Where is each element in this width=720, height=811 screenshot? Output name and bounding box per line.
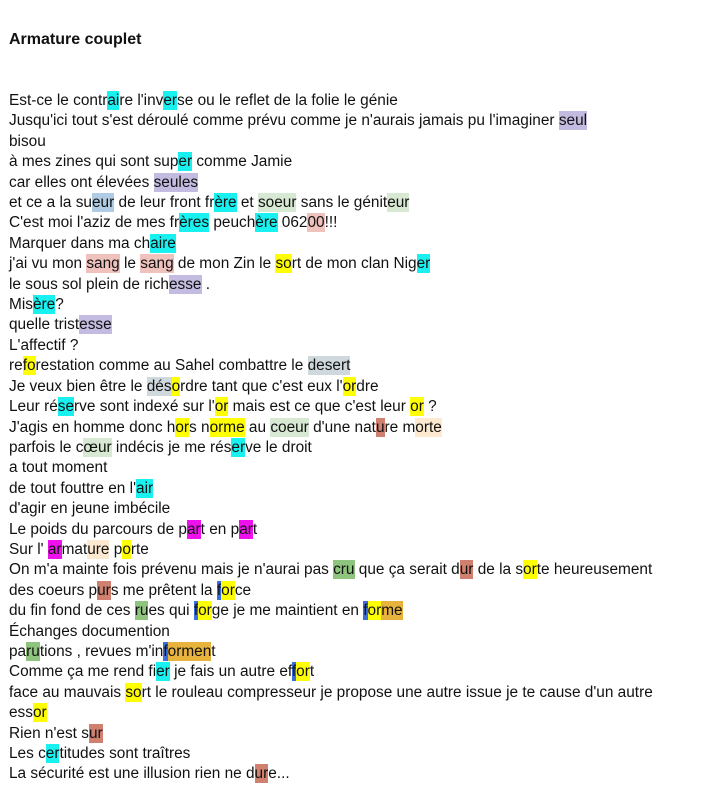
text-segment: car elles ont élevées [9,173,154,191]
text-segment: tions , revues m'in [39,642,164,660]
highlighted-segment: or [342,377,357,395]
poem-line [9,622,714,642]
text-segment: de leur front fr [114,194,215,212]
highlighted-segment: or [523,561,537,579]
text-segment: titudes sont traîtres [59,745,191,762]
highlighted-segment: f [193,602,199,620]
poem-line [9,213,714,233]
highlighted-segment: f [216,581,222,599]
poem-line [9,479,714,499]
text-segment: rt le rouleau compresseur je propose une autre issue je te cause d'un autre [141,683,653,701]
text-segment: à mes zines qui sont sup [9,153,179,171]
text-segment: face au mauvais [9,683,126,701]
text-segment: du fin fond de ces [9,602,135,620]
highlighted-segment: f [163,642,168,660]
text-segment: es qui [148,602,194,620]
text-segment: ve le droit [245,438,312,456]
poem-line [9,315,714,335]
poem-line [9,601,714,621]
highlighted-segment: œur [83,438,112,456]
text-segment: t [252,520,258,538]
highlighted-segment: ru [26,642,40,660]
highlighted-segment: cru [333,561,355,579]
text-segment: ? [423,398,437,416]
text-segment: d'agir en jeune imbécile [9,500,171,518]
highlighted-segment: f [291,663,297,681]
poem-line [9,111,714,131]
text-segment: parfois le c [9,438,84,456]
text-segment: de tout fouttre en l' [9,479,137,497]
highlighted-segment: f [363,602,368,620]
text-segment: re m [384,418,416,436]
poem-line [9,295,714,315]
poem-line [9,254,714,274]
text-segment: p [109,540,123,558]
highlighted-segment: er [231,438,246,456]
poem-line [9,560,714,580]
text-segment: ess [9,704,33,722]
text-segment: re [9,357,23,375]
text-segment: La sécurité est une illusion rien ne d [9,765,255,783]
highlighted-segment: sang [86,255,120,273]
text-segment: restation comme au Sahel combattre le [35,357,308,375]
highlighted-segment: ur [88,724,103,742]
poem-line [9,91,714,111]
text-segment: Je veux bien être le [9,377,147,395]
text-segment: ge je me maintient en [211,602,364,620]
highlighted-segment: esse [168,275,202,293]
highlighted-segment: ur [97,581,111,599]
highlighted-segment: so [275,255,292,273]
text-segment: des coeurs p [9,581,98,599]
poem-line [9,683,714,703]
text-segment: leur [380,398,406,416]
poem-line [9,581,714,601]
highlighted-segment: or [296,663,310,681]
text-segment: re l'inv [119,92,164,109]
text-segment: mat [61,540,88,558]
highlighted-segment: so [125,683,142,701]
text-segment: comme Jamie [192,153,293,171]
text-segment: et [236,194,258,212]
highlighted-segment: er [163,92,178,109]
text-segment: je fais un autre ef [169,663,292,681]
text-segment: bisou [9,132,46,150]
poem-line [9,152,714,172]
highlighted-segment: ure [87,540,110,558]
highlighted-segment: ormen [167,642,212,660]
text-segment: te heureusement [536,561,653,579]
highlighted-segment: ère [214,194,237,212]
text-segment: C'est moi l'aziz de mes fr [9,214,180,232]
poem-line [9,275,714,295]
text-segment: Mis [9,296,33,314]
text-segment: de mon Zin le [173,255,276,273]
text-segment: Comme ça me rend fi [9,663,157,681]
poem-line [9,132,714,152]
text-segment: indécis je me rés [111,438,232,456]
text-segment: j'ai vu mon [9,255,87,273]
poem-line [9,458,714,478]
highlighted-segment: or [410,398,424,416]
text-segment: Est-ce le contr [9,92,108,109]
text-segment: Leur [9,398,40,416]
highlighted-segment: se [57,398,75,416]
highlighted-segment: er [416,255,431,273]
highlighted-segment: 00 [307,214,325,232]
highlighted-segment: orme [209,418,245,436]
highlighted-segment: or [198,602,212,620]
highlighted-segment: ur [459,561,474,579]
text-segment: Jusqu'ici tout s'est déroulé comme prévu comme je n'aurais jamais pu l'imaginer [9,112,559,130]
highlighted-segment: er [178,153,193,171]
poem-line [9,662,714,682]
highlighted-segment: esse [79,316,112,334]
highlighted-segment: eur [387,194,410,212]
poem-line [9,234,714,254]
highlighted-segment: seules [153,173,199,191]
text-segment: a tout moment [9,459,108,477]
highlighted-segment: ur [254,765,269,783]
highlighted-segment: ère [32,296,56,314]
text-segment: mais est ce que c'est [228,398,381,416]
text-segment: ré [39,398,58,416]
highlighted-segment: me [381,602,403,620]
text-segment: le sous sol plein de rich [9,275,169,293]
poem-body [9,91,714,785]
highlighted-segment: coeur [270,418,309,436]
text-segment: d'une nat [308,418,376,436]
highlighted-segment: ère [255,214,278,232]
highlighted-segment: or [367,602,382,620]
poem-line [9,336,714,356]
text-segment: On m'a mainte fois prévenu mais je n'aurai pas [9,561,334,579]
poem-line [9,173,714,193]
text-segment: t [309,663,315,681]
highlighted-segment: ai [107,92,120,109]
poem-line [9,764,714,784]
highlighted-segment: desert [307,357,351,375]
text-segment: Le poids du parcours de p [9,520,187,538]
highlighted-segment: or [221,581,235,599]
text-segment: pa [9,642,27,660]
highlighted-segment: soeur [257,194,297,212]
highlighted-segment: orte [415,418,442,436]
poem-line [9,397,714,417]
poem-line [9,356,714,376]
text-segment: Sur l' [9,540,48,558]
text-segment: L'affectif ? [9,336,79,354]
poem-line [9,744,714,764]
poem-line [9,193,714,213]
highlighted-segment: aire [150,234,176,252]
highlighted-segment: seul [558,112,588,130]
highlighted-segment: or [214,398,229,416]
text-segment: rt de mon clan Nig [291,255,417,273]
text-segment: e... [268,765,290,783]
highlighted-segment: or [175,418,190,436]
text-segment: Marquer dans ma ch [9,234,151,252]
text-segment: rdre tant que c'est eux l' [180,377,343,395]
highlighted-segment: sang [140,255,174,273]
text-segment: Échanges documention [9,622,170,640]
highlighted-segment: ères [179,214,210,232]
text-segment: Les c [9,745,46,762]
text-segment: ? [55,296,64,314]
text-segment: que ça serait d [354,561,460,579]
text-segment: Rien n'est s [9,724,89,742]
poem-line [9,724,714,744]
text-segment: 062 [277,214,308,232]
text-segment: quelle trist [9,316,80,334]
text-segment: se ou le reflet de la folie le génie [177,92,398,109]
highlighted-segment: ar [186,520,201,538]
text-segment: de la s [473,561,524,579]
poem-line [9,642,714,662]
poem-line [9,540,714,560]
document-title: Armature couplet [9,31,142,48]
highlighted-segment: o [171,377,181,395]
text-segment: dre [356,377,379,395]
poem-line [9,418,714,438]
highlighted-segment: eur [92,194,115,212]
text-segment: peuch [209,214,256,232]
highlighted-segment: er [156,663,170,681]
poem-line [9,499,714,519]
highlighted-segment: ar [47,540,62,558]
text-segment: le [119,255,141,273]
text-segment: . [201,275,211,293]
text-segment: t en p [200,520,240,538]
highlighted-segment: fo [22,357,36,375]
text-segment: s me prêtent la [110,581,217,599]
highlighted-segment: ar [239,520,253,538]
text-segment: J'agis en homme donc h [9,418,176,436]
highlighted-segment: u [375,418,385,436]
text-segment: rve sont indexé sur l' [74,398,215,416]
highlighted-segment: er [45,745,60,762]
highlighted-segment: o [122,540,131,558]
text-segment: s n [189,418,210,436]
text-segment: rte [130,540,149,558]
text-segment: ce [234,581,252,599]
text-segment: au [244,418,271,436]
highlighted-segment: dés [146,377,172,395]
highlighted-segment: air [136,479,154,497]
text-segment: t [211,642,216,660]
poem-line [9,438,714,458]
highlighted-segment: or [32,704,47,722]
poem-line [9,520,714,540]
highlighted-segment: ru [134,602,149,620]
poem-line [9,377,714,397]
text-segment: sans le génit [296,194,388,212]
text-segment: et ce a la su [9,194,92,212]
poem-line [9,703,714,723]
text-segment: !!! [324,214,338,232]
